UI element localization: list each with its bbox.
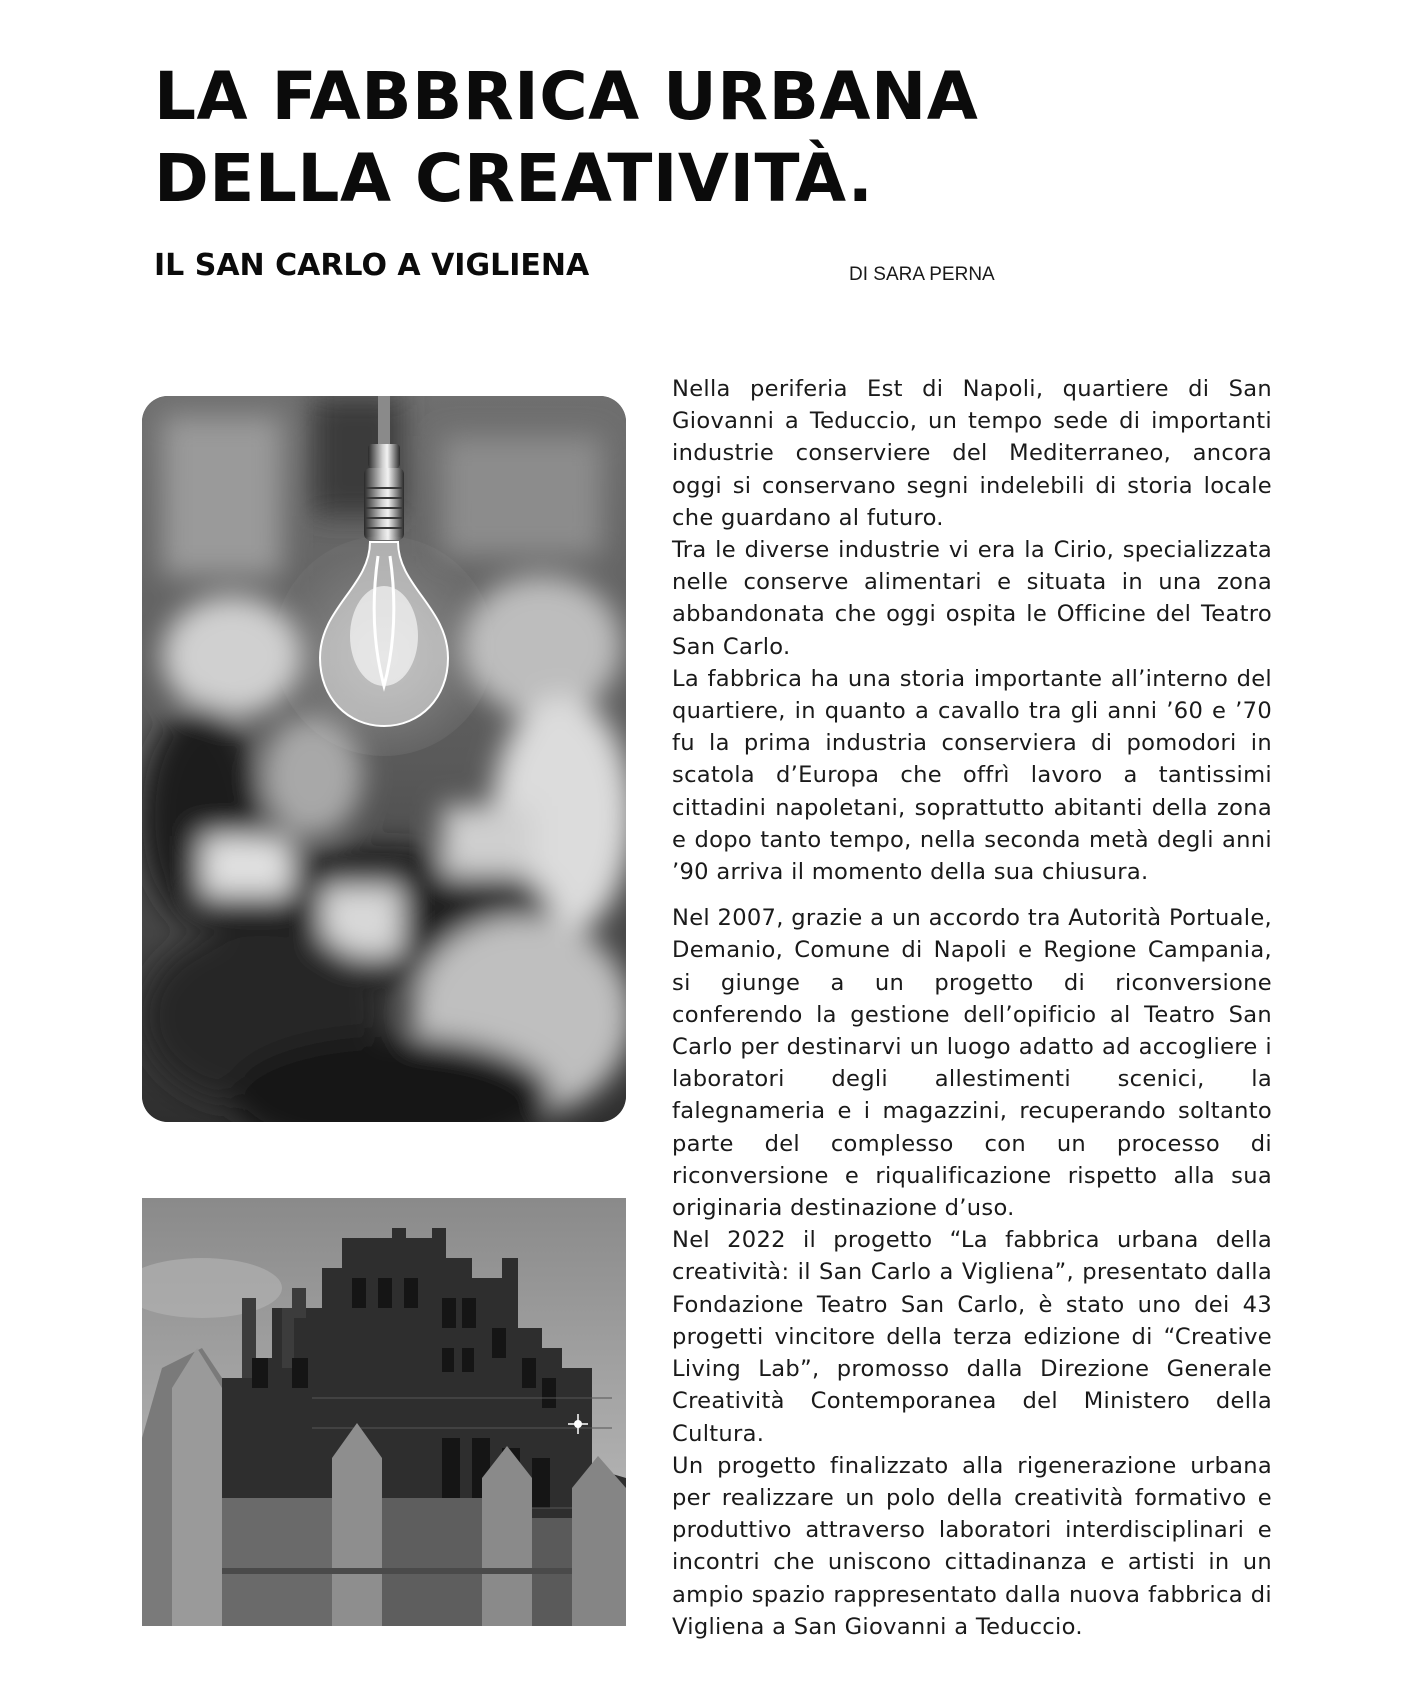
article-paragraph-6: Un progetto finalizzato alla rigenerazione urbana per realizzare un polo della creatività formativo e produttivo attraverso laboratori interdisciplinari e incontri che uniscono cittadinanza e artisti in un ampio spazio rappresentato dalla nuova fabbrica di Vigliena a San Giovanni a Teduccio. [672, 1452, 1272, 1640]
title-line-1: LA FABBRICA URBANA [154, 58, 979, 135]
article-paragraph-4: Nel 2007, grazie a un accordo tra Autorità Portuale, Demanio, Comune di Napoli e Regione Campania, si giunge a un progetto di riconversione conferendo la gestione dell’opificio al Teatro San Carlo per destinarvi un luogo adatto ad accogliere i laboratori degli allestimenti scenici, la falegnameria e i magazzini, recuperando soltanto parte del complesso con un processo di riconversione e riqualificazione rispetto alla sua originaria destinazione d’uso. [672, 905, 1272, 1222]
hanging-light-bulb-photo [142, 396, 626, 1122]
title-line-2: DELLA CREATIVITÀ. [154, 140, 874, 217]
article-body [672, 373, 1272, 1643]
author-byline: DI SARA PERNA [849, 264, 995, 285]
factory-building-photo [142, 1198, 626, 1626]
article-subtitle: IL SAN CARLO A VIGLIENA [154, 248, 590, 283]
article-paragraph-1: Nella periferia Est di Napoli, quartiere di San Giovanni a Teduccio, un tempo sede di importanti industrie conserviere del Mediterraneo, ancora oggi si conservano segni indelebili di storia locale che guardano al futuro. [672, 376, 1272, 531]
article-paragraph-3: La fabbrica ha una storia importante all’interno del quartiere, in quanto a cavallo tra gli anni ’60 e ’70 fu la prima industria conserviera di pomodori in scatola d’Europa che offrì lavoro a tantissimi cittadini napoletani, soprattutto abitanti della zona e dopo tanto tempo, nella seconda metà degli anni ’90 arriva il momento della sua chiusura. [672, 665, 1272, 886]
article-paragraph-5: Nel 2022 il progetto “La fabbrica urbana della creatività: il San Carlo a Vigliena”, presentato dalla Fondazione Teatro San Carlo, è stato uno dei 43 progetti vincitore della terza edizione di “Creative Living Lab”, promosso dalla Direzione Generale Creatività Contemporanea del Ministero della Cultura. [672, 1227, 1272, 1447]
article-paragraph-2: Tra le diverse industrie vi era la Cirio, specializzata nelle conserve alimentari e situata in una zona abbandonata che oggi ospita le Officine del Teatro San Carlo. [672, 537, 1272, 660]
article-title [154, 56, 1054, 220]
